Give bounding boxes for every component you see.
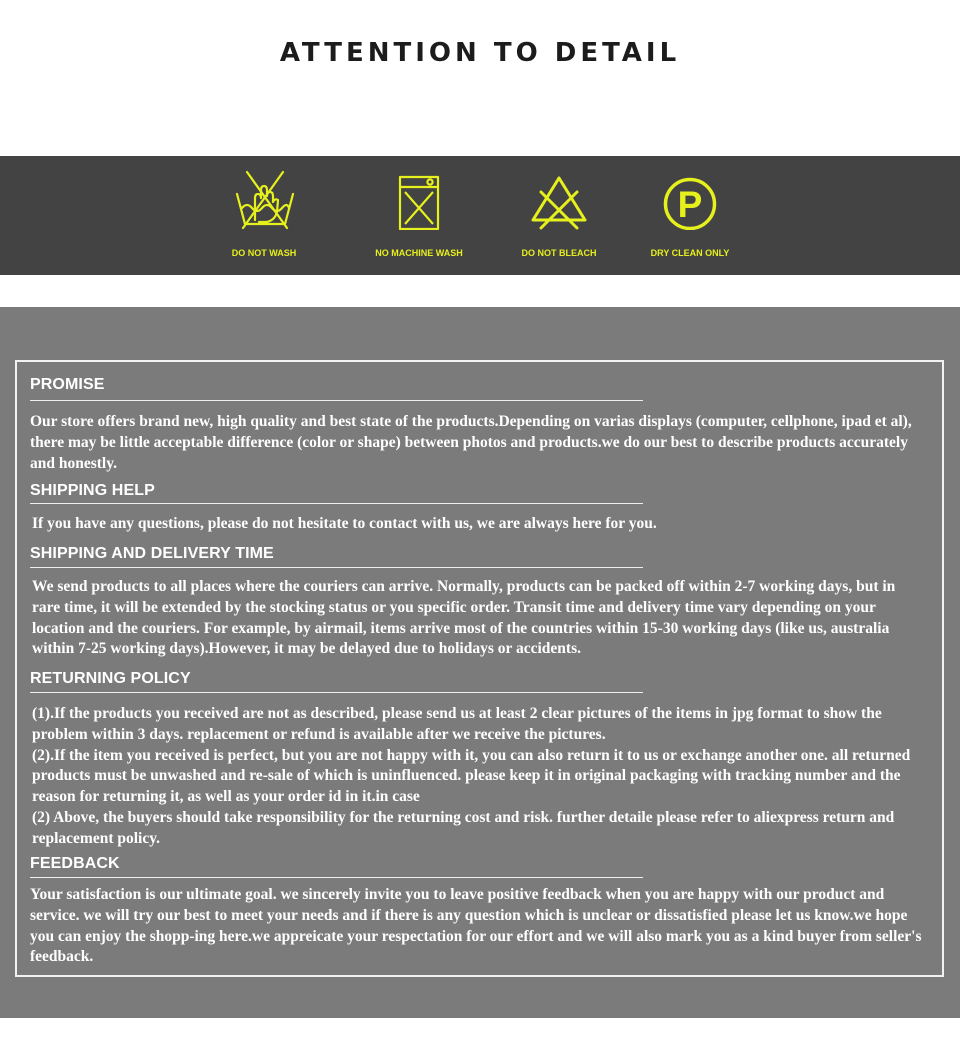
feedback-heading: FEEDBACK — [30, 855, 120, 872]
shipping-delivery-divider — [30, 567, 643, 568]
returning-paragraph: (2) Above, the buyers should take responsibility for the returning cost and risk. further detaile please refer to aliexpress return and replacement policy. — [32, 808, 895, 847]
returning-paragraph: (1).If the products you received are not as described, please send us at least 2 clear pictures of the items in jpg format to show the problem within 3 days. replacement or refund is available after we receive the pictures. — [32, 705, 882, 743]
no-machine-wash-icon — [397, 168, 441, 230]
returning-heading: RETURNING POLICY — [30, 670, 191, 687]
shipping-delivery-heading: SHIPPING AND DELIVERY TIME — [30, 545, 274, 562]
promise-divider — [30, 400, 643, 401]
returning-divider — [30, 692, 643, 693]
dry-clean-only-icon — [662, 168, 718, 230]
feedback-text: Your satisfaction is our ultimate goal. we sincerely invite you to leave positive feedback when you are happy with our product and service. we will try our best to meet your needs and if there is any question which is unclear or dissatisfied please let us know.we hope you can enjoy the shopp-ing here.we appreicate your respectation for our effort and we will also mark you as a kind buyer from seller's feedback. — [30, 886, 922, 966]
feedback-divider — [30, 877, 643, 878]
promise-text: Our store offers brand new, high quality and best state of the products.Depending on varias displays (computer, cellphone, ipad et al), there may be little acceptable difference (color or shape) between photos and products.we do our best to describe products accurately and honestly. — [30, 413, 912, 472]
care-label-do-not-bleach: DO NOT BLEACH — [521, 248, 597, 258]
policy-panel — [0, 307, 960, 1018]
care-label-do-not-wash: DO NOT WASH — [231, 248, 297, 258]
policy-frame — [15, 360, 944, 977]
shipping-help-heading: SHIPPING HELP — [30, 482, 155, 499]
care-label-no-machine-wash: NO MACHINE WASH — [375, 248, 463, 258]
do-not-bleach-icon — [530, 168, 588, 230]
returning-paragraph: (2).If the item you received is perfect, but you are not happy with it, you can also return it to us or exchange another one. all returned products must be unwashed and re-sale of which is uninfluenced. please keep it in original packaging with tracking number and the reason for returning it, as well as your order id in it.in case — [32, 746, 911, 806]
page-title: ATTENTION TO DETAIL — [279, 38, 681, 68]
shipping-help-text: If you have any questions, please do not hesitate to contact with us, we are always here for you. — [32, 515, 657, 532]
returning-text — [32, 704, 927, 850]
promise-heading: PROMISE — [30, 376, 105, 393]
care-instructions-band — [0, 156, 960, 275]
shipping-delivery-text: We send products to all places where the couriers can arrive. Normally, products can be packed off within 2-7 working days, but in rare time, it will be extended by the stocking status or you specific order. Transit time and delivery time vary depending on your location and the couriers. For example, by airmail, items arrive most of the countries within 15-30 working days (like us, australia within 7-25 working days).However, it may be delayed due to holidays or accidents. — [32, 578, 896, 658]
dry-clean-symbol: P — [677, 184, 703, 225]
care-label-dry-clean-only: DRY CLEAN ONLY — [650, 248, 730, 258]
do-not-wash-icon — [233, 168, 297, 232]
shipping-help-divider — [30, 503, 643, 504]
